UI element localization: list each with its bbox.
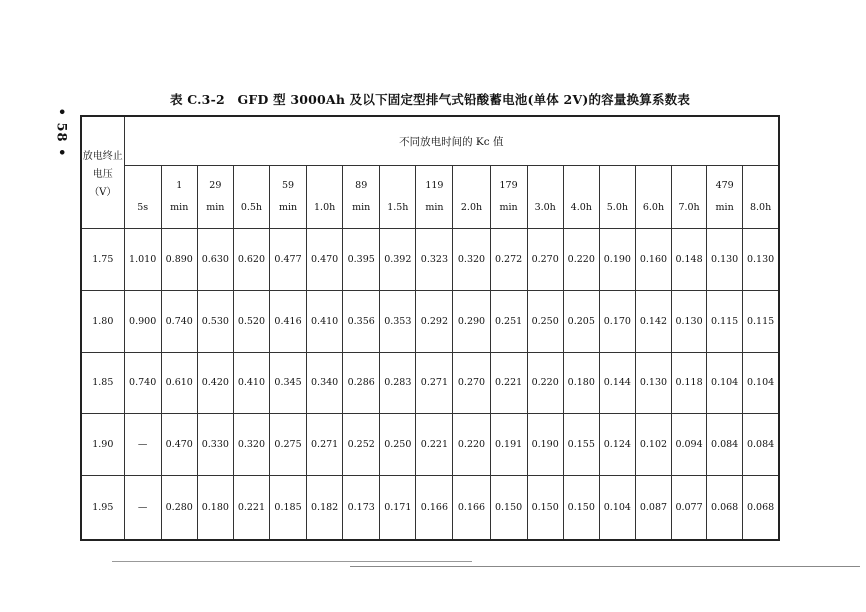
time-header-top bbox=[307, 175, 342, 197]
time-header-bottom: 2.0h bbox=[460, 202, 483, 213]
kc-value-cell: 0.353 bbox=[380, 290, 416, 352]
kc-value-cell: 0.630 bbox=[197, 229, 233, 291]
kc-value-cell: 0.470 bbox=[307, 229, 343, 291]
kc-value-cell: 0.221 bbox=[490, 352, 527, 414]
time-header-top bbox=[125, 175, 161, 197]
time-header-top bbox=[564, 175, 599, 197]
voltage-cell: 1.75 bbox=[81, 229, 124, 291]
time-header-top bbox=[672, 175, 706, 197]
kc-value-cell: 0.182 bbox=[307, 476, 343, 540]
time-header-bottom: 0.5h bbox=[240, 202, 263, 213]
time-column-header bbox=[707, 166, 743, 229]
time-column-header bbox=[269, 166, 306, 229]
kc-value-cell: 0.283 bbox=[380, 352, 416, 414]
kc-value-cell: 0.150 bbox=[563, 476, 599, 540]
kc-value-cell: 0.270 bbox=[453, 352, 490, 414]
time-header-bottom: 5s bbox=[137, 202, 149, 213]
kc-value-cell: 0.272 bbox=[490, 229, 527, 291]
bottom-rule-left bbox=[112, 561, 472, 562]
time-header-bottom: 4.0h bbox=[570, 202, 592, 213]
time-column-header bbox=[197, 166, 233, 229]
kc-value-cell: 0.740 bbox=[161, 290, 197, 352]
time-header-top: 1 bbox=[176, 180, 183, 191]
time-header-top bbox=[380, 175, 415, 197]
time-column-header bbox=[233, 166, 269, 229]
kc-value-cell: 0.477 bbox=[269, 229, 306, 291]
kc-value-cell: 0.130 bbox=[635, 352, 671, 414]
time-column-header bbox=[743, 166, 779, 229]
kc-value-cell: — bbox=[124, 414, 161, 476]
kc-value-cell: 0.410 bbox=[307, 290, 343, 352]
kc-value-cell: 0.104 bbox=[599, 476, 635, 540]
kc-value-cell: 0.173 bbox=[343, 476, 380, 540]
time-header-bottom: min bbox=[715, 202, 734, 213]
kc-value-cell: 0.420 bbox=[197, 352, 233, 414]
kc-value-cell: 0.068 bbox=[707, 476, 743, 540]
time-header-top bbox=[528, 175, 563, 197]
time-column-header bbox=[635, 166, 671, 229]
kc-value-cell: 0.740 bbox=[124, 352, 161, 414]
kc-value-cell: 0.115 bbox=[743, 290, 779, 352]
table-row bbox=[81, 476, 779, 540]
time-header-bottom: min bbox=[278, 202, 298, 213]
time-column-header bbox=[490, 166, 527, 229]
kc-value-cell: 0.250 bbox=[527, 290, 563, 352]
kc-value-cell: 0.416 bbox=[269, 290, 306, 352]
kc-value-cell: 0.155 bbox=[563, 414, 599, 476]
time-header-top: 119 bbox=[425, 180, 444, 191]
header-row-times bbox=[81, 166, 779, 229]
time-column-header bbox=[307, 166, 343, 229]
time-header-top bbox=[600, 175, 635, 197]
kc-value-cell: 0.102 bbox=[635, 414, 671, 476]
kc-value-cell: 0.530 bbox=[197, 290, 233, 352]
time-header-bottom: 8.0h bbox=[749, 202, 772, 213]
kc-value-cell: 0.166 bbox=[416, 476, 453, 540]
kc-value-cell: 0.320 bbox=[453, 229, 490, 291]
table-body bbox=[81, 229, 779, 541]
time-header-top: 179 bbox=[499, 180, 518, 191]
kc-value-cell: 0.392 bbox=[380, 229, 416, 291]
kc-value-cell: 0.115 bbox=[707, 290, 743, 352]
kc-value-cell: 0.191 bbox=[490, 414, 527, 476]
kc-value-cell: 0.900 bbox=[124, 290, 161, 352]
kc-value-cell: 0.330 bbox=[197, 414, 233, 476]
kc-value-cell: 0.150 bbox=[490, 476, 527, 540]
header-row-group bbox=[81, 116, 779, 166]
time-header-bottom: min bbox=[499, 202, 518, 213]
time-header-top: 89 bbox=[355, 180, 368, 191]
bottom-rule-right bbox=[350, 566, 860, 567]
kc-value-cell: 0.275 bbox=[269, 414, 306, 476]
time-header-bottom: 3.0h bbox=[534, 202, 556, 213]
table-row bbox=[81, 229, 779, 291]
time-column-header bbox=[124, 166, 161, 229]
kc-value-cell: 0.087 bbox=[635, 476, 671, 540]
kc-value-cell: 0.170 bbox=[599, 290, 635, 352]
kc-group-header: 不同放电时间的 Kc 值 bbox=[124, 116, 779, 166]
voltage-cell: 1.80 bbox=[81, 290, 124, 352]
kc-value-cell: 0.271 bbox=[307, 414, 343, 476]
kc-value-cell: 0.271 bbox=[416, 352, 453, 414]
kc-value-cell: 0.094 bbox=[672, 414, 707, 476]
kc-value-cell: 0.130 bbox=[707, 229, 743, 291]
kc-value-cell: 0.160 bbox=[635, 229, 671, 291]
capacity-coefficient-table bbox=[80, 115, 780, 541]
time-header-bottom: min bbox=[170, 202, 189, 213]
time-header-bottom: 1.0h bbox=[314, 202, 336, 213]
kc-value-cell: 0.890 bbox=[161, 229, 197, 291]
kc-value-cell: 0.185 bbox=[269, 476, 306, 540]
kc-value-cell: 0.130 bbox=[743, 229, 779, 291]
kc-value-cell: 0.180 bbox=[197, 476, 233, 540]
kc-value-cell: 0.190 bbox=[599, 229, 635, 291]
kc-value-cell: 0.356 bbox=[343, 290, 380, 352]
time-header-bottom: 6.0h bbox=[642, 202, 665, 213]
kc-value-cell: 0.084 bbox=[707, 414, 743, 476]
kc-value-cell: 0.323 bbox=[416, 229, 453, 291]
kc-value-cell: 0.270 bbox=[527, 229, 563, 291]
page-number-text: • 58 • bbox=[53, 107, 69, 157]
time-header-top bbox=[636, 175, 671, 197]
kc-value-cell: 0.220 bbox=[527, 352, 563, 414]
time-header-top bbox=[453, 175, 489, 197]
time-header-bottom: 5.0h bbox=[606, 202, 628, 213]
voltage-cell: 1.85 bbox=[81, 352, 124, 414]
table-title: 表 C.3-2 GFD 型 3000Ah 及以下固定型排气式铅酸蓄电池(单体 2V)的容量换算系数表 bbox=[169, 92, 691, 107]
time-column-header bbox=[416, 166, 453, 229]
kc-value-cell: 0.205 bbox=[563, 290, 599, 352]
time-column-header bbox=[672, 166, 707, 229]
kc-value-cell: 0.148 bbox=[672, 229, 707, 291]
kc-value-cell: 0.470 bbox=[161, 414, 197, 476]
time-column-header bbox=[527, 166, 563, 229]
time-column-header bbox=[380, 166, 416, 229]
kc-value-cell: 1.010 bbox=[124, 229, 161, 291]
kc-value-cell: 0.292 bbox=[416, 290, 453, 352]
kc-value-cell: 0.104 bbox=[707, 352, 743, 414]
page-number bbox=[50, 108, 72, 156]
kc-value-cell: 0.104 bbox=[743, 352, 779, 414]
kc-value-cell: 0.251 bbox=[490, 290, 527, 352]
capacity-table-wrapper bbox=[80, 115, 780, 541]
time-header-top bbox=[743, 175, 778, 197]
kc-value-cell: 0.068 bbox=[743, 476, 779, 540]
time-column-header bbox=[599, 166, 635, 229]
kc-value-cell: 0.280 bbox=[161, 476, 197, 540]
voltage-cell: 1.95 bbox=[81, 476, 124, 540]
kc-value-cell: 0.610 bbox=[161, 352, 197, 414]
kc-value-cell: 0.340 bbox=[307, 352, 343, 414]
kc-value-cell: 0.290 bbox=[453, 290, 490, 352]
table-row bbox=[81, 414, 779, 476]
kc-value-cell: 0.395 bbox=[343, 229, 380, 291]
kc-value-cell: 0.150 bbox=[527, 476, 563, 540]
time-column-header bbox=[563, 166, 599, 229]
table-row bbox=[81, 290, 779, 352]
kc-value-cell: 0.220 bbox=[453, 414, 490, 476]
voltage-column-header: 放电终止电压（V） bbox=[81, 116, 124, 229]
kc-value-cell: 0.320 bbox=[233, 414, 269, 476]
time-column-header bbox=[161, 166, 197, 229]
kc-value-cell: 0.250 bbox=[380, 414, 416, 476]
kc-value-cell: 0.084 bbox=[743, 414, 779, 476]
kc-value-cell: 0.171 bbox=[380, 476, 416, 540]
time-header-bottom: min bbox=[352, 202, 371, 213]
time-header-top: 479 bbox=[715, 180, 734, 191]
kc-value-cell: 0.118 bbox=[672, 352, 707, 414]
kc-value-cell: 0.286 bbox=[343, 352, 380, 414]
table-row bbox=[81, 352, 779, 414]
time-header-top: 59 bbox=[281, 180, 295, 191]
kc-value-cell: 0.221 bbox=[233, 476, 269, 540]
kc-value-cell: 0.130 bbox=[672, 290, 707, 352]
kc-value-cell: 0.220 bbox=[563, 229, 599, 291]
kc-value-cell: 0.620 bbox=[233, 229, 269, 291]
kc-value-cell: 0.124 bbox=[599, 414, 635, 476]
kc-value-cell: 0.410 bbox=[233, 352, 269, 414]
time-header-bottom: 1.5h bbox=[387, 202, 409, 213]
kc-value-cell: — bbox=[124, 476, 161, 540]
kc-value-cell: 0.221 bbox=[416, 414, 453, 476]
kc-value-cell: 0.166 bbox=[453, 476, 490, 540]
time-column-header bbox=[343, 166, 380, 229]
time-header-top: 29 bbox=[209, 180, 222, 191]
time-header-bottom: min bbox=[425, 202, 444, 213]
kc-value-cell: 0.190 bbox=[527, 414, 563, 476]
kc-value-cell: 0.180 bbox=[563, 352, 599, 414]
kc-value-cell: 0.252 bbox=[343, 414, 380, 476]
time-header-bottom: 7.0h bbox=[678, 202, 700, 213]
kc-value-cell: 0.144 bbox=[599, 352, 635, 414]
kc-value-cell: 0.142 bbox=[635, 290, 671, 352]
kc-value-cell: 0.077 bbox=[672, 476, 707, 540]
time-header-bottom: min bbox=[206, 202, 225, 213]
time-column-header bbox=[453, 166, 490, 229]
time-header-top bbox=[234, 175, 269, 197]
kc-value-cell: 0.345 bbox=[269, 352, 306, 414]
kc-value-cell: 0.520 bbox=[233, 290, 269, 352]
voltage-cell: 1.90 bbox=[81, 414, 124, 476]
